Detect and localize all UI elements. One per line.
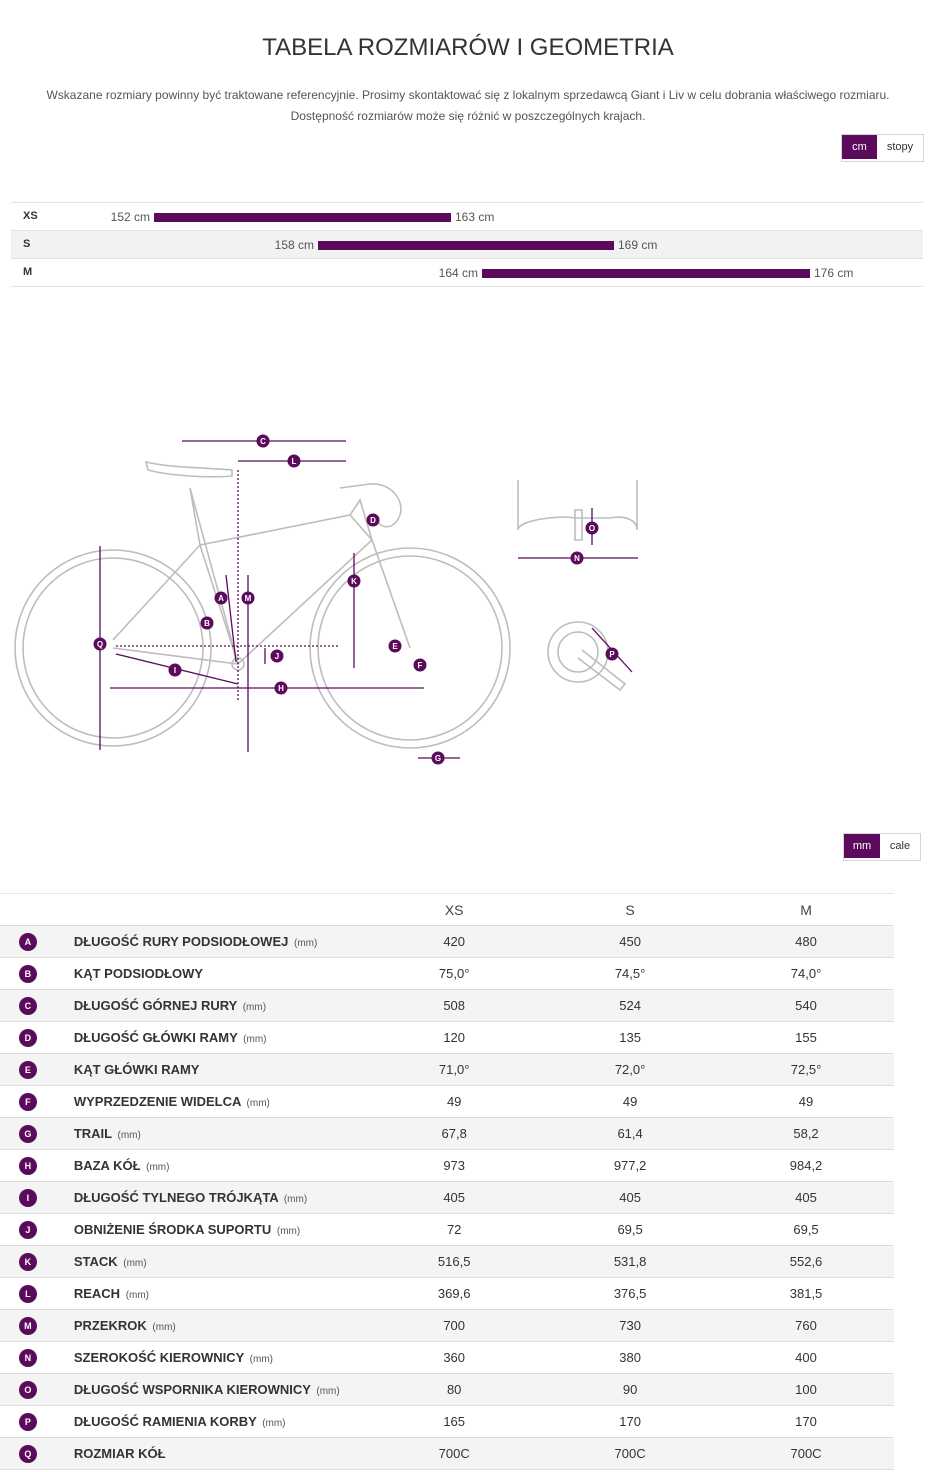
- description-line-2: Dostępność rozmiarów może się różnić w poszczególnych krajach.: [290, 109, 646, 123]
- value-xs: 67,8: [366, 1118, 542, 1150]
- row-name: KĄT PODSIODŁOWY: [73, 966, 204, 981]
- stem-top: [575, 510, 582, 540]
- value-xs: 360: [366, 1342, 542, 1374]
- diagram-marker-l: [288, 455, 301, 468]
- row-letter-badge: I: [19, 1189, 37, 1207]
- row-letter-badge: J: [19, 1221, 37, 1239]
- row-name: DŁUGOŚĆ TYLNEGO TRÓJKĄTA: [73, 1190, 279, 1205]
- row-name-cell: [56, 1150, 366, 1182]
- row-letter-badge: H: [19, 1157, 37, 1175]
- geometry-row-g: [0, 1118, 894, 1150]
- row-name: SZEROKOŚĆ KIEROWNICY: [73, 1350, 245, 1365]
- svg-text:P: P: [609, 650, 615, 659]
- value-m: 760: [718, 1310, 894, 1342]
- row-name: DŁUGOŚĆ RURY PODSIODŁOWEJ: [73, 934, 289, 949]
- diagram-marker-k: [348, 575, 361, 588]
- size-max-height: 176 cm: [814, 266, 854, 280]
- row-name: BAZA KÓŁ: [73, 1158, 141, 1173]
- row-badge-cell: [0, 1246, 56, 1278]
- row-badge-cell: [0, 1150, 56, 1182]
- value-xs: 72: [366, 1214, 542, 1246]
- row-name: OBNIŻENIE ŚRODKA SUPORTU: [73, 1222, 272, 1237]
- row-letter-badge: K: [19, 1253, 37, 1271]
- row-name-cell: [56, 1182, 366, 1214]
- svg-text:Q: Q: [96, 640, 104, 649]
- row-name: DŁUGOŚĆ RAMIENIA KORBY: [73, 1414, 257, 1429]
- geometry-row-a: [0, 926, 894, 958]
- row-badge-cell: [0, 1342, 56, 1374]
- row-badge-cell: [0, 1182, 56, 1214]
- row-name-cell: [56, 1022, 366, 1054]
- size-label: S: [23, 238, 31, 250]
- value-m: 381,5: [718, 1278, 894, 1310]
- value-xs: 700: [366, 1310, 542, 1342]
- row-letter-badge: D: [19, 1029, 37, 1047]
- row-name-cell: [56, 1406, 366, 1438]
- header-size-m: M: [718, 894, 894, 926]
- row-letter-badge: L: [19, 1285, 37, 1303]
- diagram-marker-o: [586, 522, 599, 535]
- value-m: 540: [718, 990, 894, 1022]
- bike-geometry-diagram: [0, 420, 660, 780]
- row-unit: (mm): [243, 1034, 267, 1045]
- height-unit-toggle: [841, 134, 924, 162]
- row-unit: (mm): [249, 1354, 273, 1365]
- row-unit: (mm): [316, 1386, 340, 1397]
- svg-text:B: B: [204, 619, 210, 628]
- geometry-row-n: [0, 1342, 894, 1374]
- unit-mm-button[interactable]: mm: [844, 834, 880, 858]
- value-xs: 405: [366, 1182, 542, 1214]
- row-name: ROZMIAR KÓŁ: [73, 1446, 166, 1461]
- diagram-marker-i: [169, 664, 182, 677]
- size-min-height: 158 cm: [274, 238, 314, 252]
- row-badge-cell: [0, 990, 56, 1022]
- geometry-table: [0, 893, 894, 1470]
- value-xs: 80: [366, 1374, 542, 1406]
- row-name: TRAIL: [73, 1126, 112, 1141]
- diagram-marker-e: [389, 640, 402, 653]
- size-label: M: [23, 266, 33, 278]
- value-m: 552,6: [718, 1246, 894, 1278]
- svg-text:M: M: [244, 594, 252, 603]
- value-s: 49: [542, 1086, 718, 1118]
- row-unit: (mm): [123, 1258, 147, 1269]
- row-name-cell: [56, 1118, 366, 1150]
- geometry-row-l: [0, 1278, 894, 1310]
- geometry-row-q: [0, 1438, 894, 1470]
- row-unit: (mm): [242, 1002, 267, 1013]
- saddle: [146, 462, 232, 477]
- row-name-cell: [56, 1438, 366, 1470]
- row-letter-badge: F: [19, 1093, 37, 1111]
- geometry-row-d: [0, 1022, 894, 1054]
- size-max-height: 169 cm: [618, 238, 658, 252]
- geometry-row-o: [0, 1374, 894, 1406]
- value-m: 74,0°: [718, 958, 894, 990]
- value-s: 74,5°: [542, 958, 718, 990]
- diagram-marker-f: [414, 659, 427, 672]
- value-m: 700C: [718, 1438, 894, 1470]
- svg-text:N: N: [574, 554, 580, 563]
- value-m: 58,2: [718, 1118, 894, 1150]
- geometry-row-h: [0, 1150, 894, 1182]
- row-badge-cell: [0, 1086, 56, 1118]
- row-name: PRZEKROK: [73, 1318, 147, 1333]
- svg-text:L: L: [291, 457, 297, 466]
- geometry-row-e: [0, 1054, 894, 1086]
- row-badge-cell: [0, 1054, 56, 1086]
- size-label: XS: [23, 210, 38, 222]
- value-s: 90: [542, 1374, 718, 1406]
- diagram-marker-a: [215, 592, 228, 605]
- size-range-row: [11, 230, 923, 258]
- svg-text:D: D: [370, 516, 376, 525]
- header-name-spacer: [56, 894, 366, 926]
- row-name-cell: [56, 926, 366, 958]
- value-m: 72,5°: [718, 1054, 894, 1086]
- value-s: 61,4: [542, 1118, 718, 1150]
- svg-text:O: O: [588, 524, 596, 533]
- header-size-s: S: [542, 894, 718, 926]
- svg-text:K: K: [351, 577, 357, 586]
- geometry-header-row: [0, 894, 894, 926]
- value-s: 700C: [542, 1438, 718, 1470]
- value-xs: 71,0°: [366, 1054, 542, 1086]
- rider-height-table: [11, 202, 923, 287]
- row-badge-cell: [0, 1438, 56, 1470]
- row-unit: (mm): [117, 1130, 141, 1141]
- value-xs: 165: [366, 1406, 542, 1438]
- geometry-unit-toggle: [843, 833, 921, 861]
- value-m: 170: [718, 1406, 894, 1438]
- geometry-row-m: [0, 1310, 894, 1342]
- row-name: STACK: [73, 1254, 118, 1269]
- diagram-marker-m: [242, 592, 255, 605]
- row-letter-badge: B: [19, 965, 37, 983]
- row-name-cell: [56, 958, 366, 990]
- geometry-row-p: [0, 1406, 894, 1438]
- row-name-cell: [56, 1214, 366, 1246]
- value-s: 524: [542, 990, 718, 1022]
- svg-text:C: C: [260, 437, 266, 446]
- size-range-row: [11, 258, 923, 287]
- seat-tube: [190, 488, 238, 664]
- row-name-cell: [56, 990, 366, 1022]
- unit-inch-button[interactable]: cale: [880, 834, 920, 858]
- value-s: 531,8: [542, 1246, 718, 1278]
- row-badge-cell: [0, 1278, 56, 1310]
- value-m: 69,5: [718, 1214, 894, 1246]
- unit-cm-button[interactable]: cm: [842, 135, 877, 159]
- row-unit: (mm): [276, 1226, 301, 1237]
- value-s: 72,0°: [542, 1054, 718, 1086]
- diagram-marker-h: [275, 682, 288, 695]
- row-letter-badge: P: [19, 1413, 37, 1431]
- size-height-bar: [154, 213, 451, 222]
- value-s: 170: [542, 1406, 718, 1438]
- handlebar-top: [518, 480, 637, 530]
- value-xs: 369,6: [366, 1278, 542, 1310]
- geometry-row-k: [0, 1246, 894, 1278]
- value-xs: 120: [366, 1022, 542, 1054]
- geometry-row-j: [0, 1214, 894, 1246]
- row-letter-badge: G: [19, 1125, 37, 1143]
- row-badge-cell: [0, 1214, 56, 1246]
- value-m: 984,2: [718, 1150, 894, 1182]
- row-unit: (mm): [262, 1418, 286, 1429]
- row-unit: (mm): [152, 1322, 176, 1333]
- row-badge-cell: [0, 1118, 56, 1150]
- value-xs: 49: [366, 1086, 542, 1118]
- frame-outline: [113, 488, 410, 664]
- row-badge-cell: [0, 958, 56, 990]
- value-xs: 75,0°: [366, 958, 542, 990]
- svg-text:G: G: [434, 754, 442, 763]
- row-name: DŁUGOŚĆ WSPORNIKA KIEROWNICY: [73, 1382, 311, 1397]
- svg-text:A: A: [218, 594, 224, 603]
- chainring-inner: [558, 632, 598, 672]
- value-s: 376,5: [542, 1278, 718, 1310]
- row-name-cell: [56, 1054, 366, 1086]
- value-xs: 516,5: [366, 1246, 542, 1278]
- row-name-cell: [56, 1278, 366, 1310]
- row-badge-cell: [0, 1406, 56, 1438]
- svg-text:I: I: [173, 666, 177, 675]
- row-name-cell: [56, 1342, 366, 1374]
- row-name: REACH: [73, 1286, 121, 1301]
- diagram-marker-d: [367, 514, 380, 527]
- row-badge-cell: [0, 1374, 56, 1406]
- row-letter-badge: O: [19, 1381, 37, 1399]
- svg-text:E: E: [392, 642, 398, 651]
- row-letter-badge: M: [19, 1317, 37, 1335]
- row-letter-badge: Q: [19, 1445, 37, 1463]
- row-name: WYPRZEDZENIE WIDELCA: [73, 1094, 241, 1109]
- row-badge-cell: [0, 926, 56, 958]
- row-unit: (mm): [246, 1098, 270, 1109]
- value-m: 405: [718, 1182, 894, 1214]
- page-title: TABELA ROZMIARÓW I GEOMETRIA: [262, 34, 674, 61]
- value-m: 100: [718, 1374, 894, 1406]
- value-s: 977,2: [542, 1150, 718, 1182]
- value-s: 135: [542, 1022, 718, 1054]
- row-name: DŁUGOŚĆ GŁÓWKI RAMY: [73, 1030, 238, 1045]
- row-name-cell: [56, 1086, 366, 1118]
- header-spacer: [0, 894, 56, 926]
- value-m: 480: [718, 926, 894, 958]
- diagram-marker-p: [606, 648, 619, 661]
- geometry-row-i: [0, 1182, 894, 1214]
- size-max-height: 163 cm: [455, 210, 495, 224]
- value-xs: 508: [366, 990, 542, 1022]
- row-letter-badge: C: [19, 997, 37, 1015]
- size-min-height: 164 cm: [438, 266, 478, 280]
- diagram-marker-n: [571, 552, 584, 565]
- row-badge-cell: [0, 1310, 56, 1342]
- diagram-marker-g: [432, 752, 445, 765]
- diagram-marker-j: [271, 650, 284, 663]
- row-unit: (mm): [293, 938, 318, 949]
- value-s: 730: [542, 1310, 718, 1342]
- svg-text:F: F: [417, 661, 423, 670]
- diagram-marker-q: [94, 638, 107, 651]
- row-letter-badge: A: [19, 933, 37, 951]
- row-name: DŁUGOŚĆ GÓRNEJ RURY: [73, 998, 238, 1013]
- size-height-bar: [318, 241, 614, 250]
- row-letter-badge: E: [19, 1061, 37, 1079]
- description-line-1: Wskazane rozmiary powinny być traktowane referencyjnie. Prosimy skontaktować się z lokalnym sprzedawcą Giant i Liv w celu dobrania właściwego rozmiaru.: [46, 88, 890, 102]
- value-s: 450: [542, 926, 718, 958]
- size-min-height: 152 cm: [110, 210, 150, 224]
- size-height-bar: [482, 269, 810, 278]
- row-unit: (mm): [125, 1290, 150, 1301]
- row-letter-badge: N: [19, 1349, 37, 1367]
- geometry-row-b: [0, 958, 894, 990]
- row-name-cell: [56, 1374, 366, 1406]
- value-m: 400: [718, 1342, 894, 1374]
- value-s: 380: [542, 1342, 718, 1374]
- row-unit: (mm): [146, 1162, 170, 1173]
- value-xs: 973: [366, 1150, 542, 1182]
- value-xs: 420: [366, 926, 542, 958]
- geometry-row-f: [0, 1086, 894, 1118]
- svg-text:H: H: [278, 684, 284, 693]
- header-size-xs: XS: [366, 894, 542, 926]
- row-unit: (mm): [283, 1194, 308, 1205]
- size-range-row: [11, 202, 923, 230]
- value-s: 69,5: [542, 1214, 718, 1246]
- value-m: 155: [718, 1022, 894, 1054]
- row-name-cell: [56, 1246, 366, 1278]
- row-name: KĄT GŁÓWKI RAMY: [73, 1062, 200, 1077]
- value-s: 405: [542, 1182, 718, 1214]
- geometry-row-c: [0, 990, 894, 1022]
- diagram-marker-c: [257, 435, 270, 448]
- value-m: 49: [718, 1086, 894, 1118]
- row-badge-cell: [0, 1022, 56, 1054]
- unit-feet-button[interactable]: stopy: [877, 135, 923, 159]
- diagram-marker-b: [201, 617, 214, 630]
- svg-text:J: J: [274, 652, 280, 661]
- row-name-cell: [56, 1310, 366, 1342]
- value-xs: 700C: [366, 1438, 542, 1470]
